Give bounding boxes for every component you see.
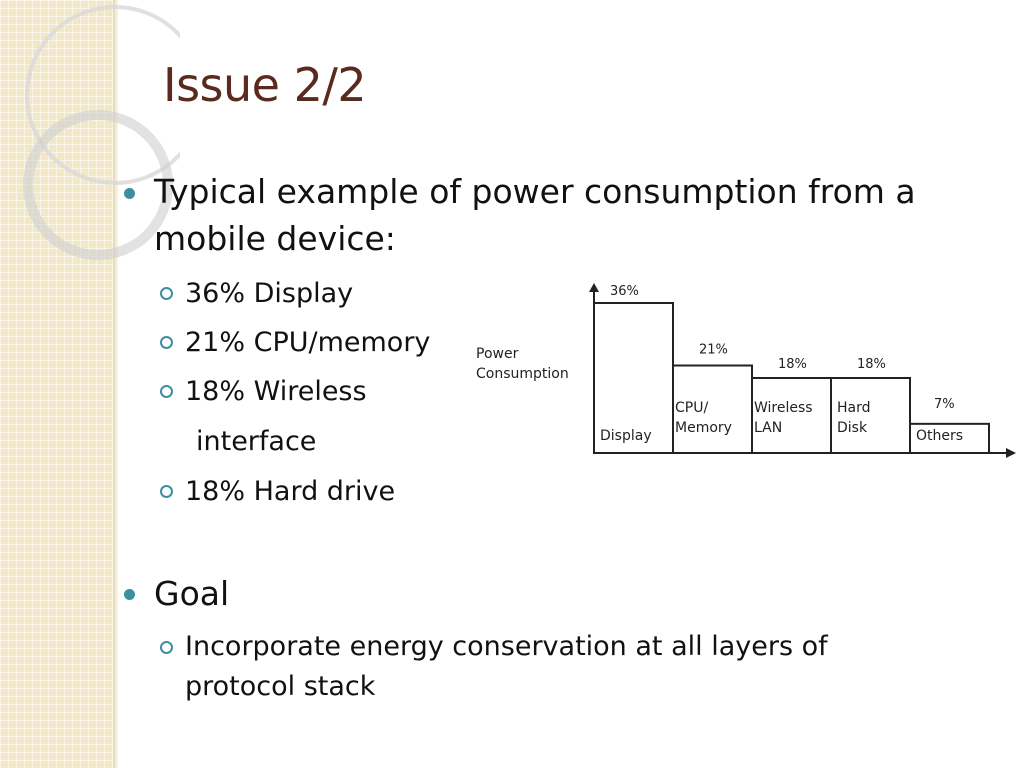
- sub-bullet-text: 18% Hard drive: [185, 476, 396, 507]
- decorative-rings: [0, 0, 180, 260]
- category-label: Memory: [675, 420, 732, 436]
- sub-bullet-text: 21% CPU/memory: [185, 327, 431, 358]
- data-label: 7%: [934, 396, 955, 412]
- sub-bullet-text: Incorporate energy conservation at all layers of: [185, 631, 828, 662]
- sub-bullet-text: 18% Wireless: [185, 376, 367, 407]
- category-label: Display: [600, 428, 652, 444]
- category-label: Hard: [837, 400, 871, 416]
- category-label: Wireless: [754, 400, 813, 416]
- sub-bullet-marker: [160, 641, 173, 654]
- category-label: LAN: [754, 420, 783, 436]
- category-label: Disk: [837, 420, 868, 436]
- data-label: 18%: [778, 357, 807, 372]
- category-label: Others: [916, 428, 964, 444]
- sub-bullet-marker: [160, 287, 173, 300]
- bullet-dot: [124, 589, 135, 600]
- sub-bullet-text-continuation: interface: [196, 426, 317, 457]
- data-label: 36%: [610, 284, 639, 299]
- sub-bullet-marker: [160, 385, 173, 398]
- data-label: 21%: [699, 342, 728, 358]
- bullet-text: Typical example of power consumption from a mobile device:: [154, 172, 916, 258]
- y-axis-label: Consumption: [476, 366, 569, 382]
- sub-bullet-marker: [160, 485, 173, 498]
- y-axis-label: Power: [476, 346, 519, 362]
- data-label: 18%: [857, 357, 886, 372]
- x-axis-arrow: [1006, 448, 1016, 458]
- slide-title: Issue 2/2: [163, 58, 367, 112]
- bullet-dot: [124, 188, 135, 199]
- sub-bullet-text: 36% Display: [185, 278, 354, 309]
- sub-bullet-marker: [160, 336, 173, 349]
- y-axis-arrow: [589, 283, 599, 292]
- power-consumption-chart: [470, 280, 1024, 470]
- bullet-text: Goal: [154, 574, 230, 613]
- sub-bullet-text-continuation: protocol stack: [185, 671, 376, 702]
- category-label: CPU/: [675, 400, 709, 416]
